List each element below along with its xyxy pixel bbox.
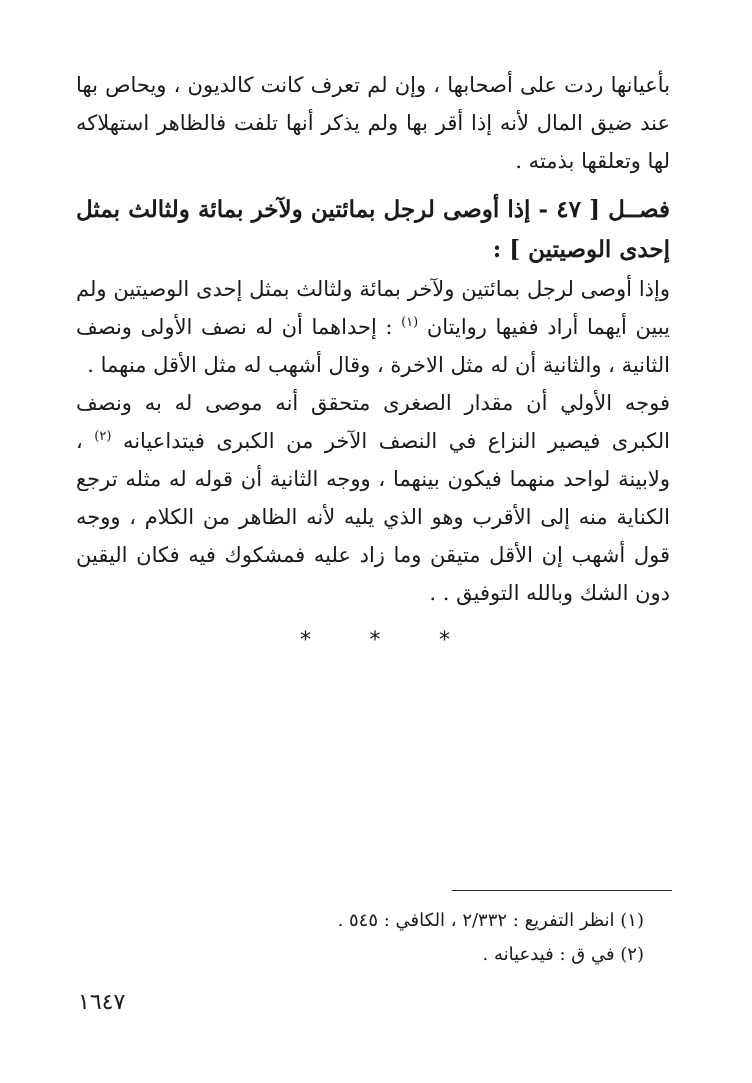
- section-separator: [300, 628, 450, 653]
- section-heading: فصــل [ ٤٧ - إذا أوصى لرجل بمائتين ولآخر بمائة ولثالث بمثل إحدى الوصيتين ] :: [76, 196, 670, 263]
- separator-star: *: [300, 628, 311, 653]
- footnote-ref-2: (٢): [94, 429, 112, 444]
- footnote-divider: [452, 890, 672, 891]
- separator-star: *: [369, 628, 381, 653]
- paragraph-two-text-end: : إحداهما أن له نصف الأولى ونصف الثانية ، والثانية أن له مثل الاخرة ، وقال أشهب له مثل الأقل منهما .: [76, 315, 670, 377]
- paragraph-continuation: بأعيانها ردت على أصحابها ، وإن لم تعرف كانت كالديون ، ويحاص بها عند ضيق المال لأنه إذا أقر بها ولم يذكر أنها تلفت فالظاهر استهلاكه لها وتعلقها بذمته .: [76, 73, 670, 173]
- paragraph-two-text-start: وإذا أوصى لرجل بمائتين ولآخر بمائة ولثالث بمثل إحدى الوصيتين ولم يبين أيهما أراد ففيها روايتان: [76, 277, 670, 339]
- paragraph-three-text-end: ، ولابينة لواحد منهما فيكون بينهما ، ووجه الثانية أن قوله له مثله ترجع الكناية منه إلى الأقرب وهو الذي يليه لأنه الظاهر من الكلام ، ووجه قول أشهب إن الأقل متيقن وما زاد عليه فمشكوك فيه فكان اليقين دون الشك وبالله التوفيق . .: [76, 429, 670, 605]
- page-number: ١٦٤٧: [78, 990, 126, 1015]
- footnote-2: (٢) في ق : فيدعيانه .: [482, 944, 644, 965]
- footnote-ref-1: (١): [401, 315, 419, 330]
- separator-star: *: [439, 628, 450, 653]
- paragraph-three-text-start: فوجه الأولي أن مقدار الصغرى متحقق أنه موصى له به ونصف الكبرى فيصير النزاع في النصف الآخر من الكبرى فيتداعيانه: [76, 391, 670, 453]
- footnote-1: (١) انظر التفريع : ٢/٣٣٢ ، الكافي : ٥٤٥ .: [337, 910, 644, 931]
- paragraph-two: [76, 270, 670, 384]
- paragraph-three: [76, 384, 670, 612]
